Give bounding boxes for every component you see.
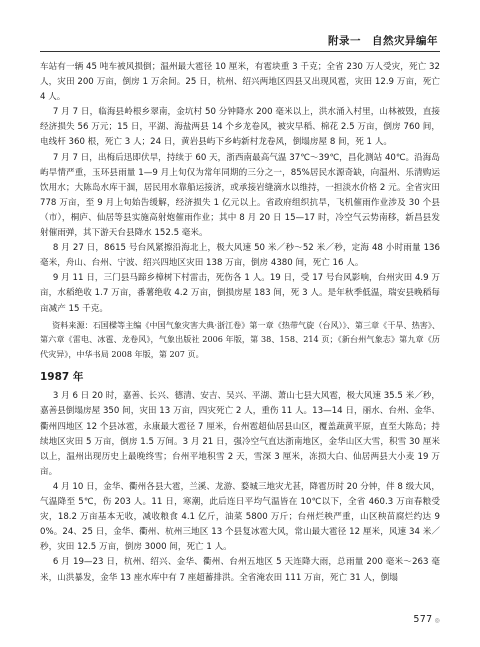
running-header [0, 0, 480, 50]
header-rule [40, 51, 440, 52]
paragraph: 6 月 19—23 日，杭州、绍兴、金华、衢州、台州五地区 5 天连降大雨，总雨量 200 毫米～263 毫米，山洪暴发，金华 13 座水库中有 7 座超蓄排洪。全省淹农田 111 万亩，死亡 31 人，倒塌 [40, 557, 440, 583]
source-note: 资料来源：石国樑等主编《中国气象灾害大典·浙江卷》第一章《热带气旋（台风）》、第三章《干旱、热害》、第六章《雷电、冰雹、龙卷风》，气象出版社 2006 年版，第 38、158、214 页；《新台州气象志》第九章《历代灾异》，中华书局 2008 年版，第 207 页。 [40, 319, 440, 359]
paragraph: 车站有一辆 45 吨车被风损倒；温州最大雹径 10 厘米，有雹块重 3 千克；全省 230 万人受灾，死亡 32 人，灾田 200 万亩，倒房 1 万余间。25 日，杭州、绍兴两地区四县又出现风雹，灾田 12.9 万亩，死亡 4 人。 [40, 62, 440, 103]
running-header-title: 附录一 自然灾异编年 [328, 35, 438, 47]
paragraph: 4 月 10 日，金华、衢州各县大雹，兰溪、龙游、婺城三地灾尤甚，降雹历时 20 分钟，伴 8 级大风，气温降至 5℃，伤 203 人。11 日，寒潮，此后连日平均气温皆在 10℃以下，全省 460.3 万亩春粮受灾，18.2 万亩基本无收，减收粮食 4.1 亿斤，油菜 5800 万斤；台州烂秧严重，山区秧苗腐烂约达 90%。24、25 日，金华、衢州、杭州三地区 13 个县复冰雹大风，常山最大雹径 12 厘米，风速 34 米／秒，灾田 12.5 万亩，倒房 3000 间，死亡 1 人。 [40, 481, 440, 553]
paragraph: 9 月 11 日，三门县马蹄乡樟树下村雷击，死伤各 1 人。19 日，受 17 号台风影响，台州灾田 4.9 万亩，水稻绝收 1.7 万亩，番薯绝收 4.2 万亩，倒损房屋 183 间，死 3 人。是年秋季低温，瑞安县晚稻每亩减产 15 千克。 [40, 273, 440, 314]
page-body [40, 60, 440, 586]
paragraph: 8 月 27 日，8615 号台风紧擦沿海北上，极大风速 50 米／秒～52 米／秒，定海 48 小时雨量 136 毫米，舟山、台州、宁波、绍兴四地区灾田 138 万亩，倒房 4380 间，死亡 16 人。 [40, 243, 440, 269]
page-number-value: 577 [413, 614, 433, 625]
page-number [413, 614, 440, 625]
paragraph: 7 月 7 日，出梅后迅即伏旱，持续于 60 天，浙西南最高气温 37℃～39℃，昌化测站 40℃。沿海岛屿旱情严重，玉环县雨量 1—9 月上旬仅为常年同期的三分之一，85%居民水源奇缺，向温州、乐清购运饮用水；大陈岛水库干涸，居民用水靠船运接济，或承接岩缝滴水以维持，一担淡水价格 2 元。全省灾田 778 万亩，至 9 月上旬始告缓解，经济损失 1 亿元以上。省政府组织抗旱，飞机催雨作业涉及 30 个县（市），桐庐、仙居等县实施高射炮催雨作业；其中 8 月 20 日 15—17 时，冷空气云势南移，新昌县发射催雨弹，其下游天台县降水 152.5 毫米。 [40, 152, 440, 239]
year-heading: 1987 年 [40, 371, 84, 384]
paragraph: 7 月 7 日，临海县岭根乡翠南，金坑村 50 分钟降水 200 毫米以上，洪水涌入村里，山林被毁，直接经济损失 56 万元；15 日，平湖、海盐两县 14 个乡龙卷风，被灾早稻、棉花 2.5 万亩，倒房 760 间，电线杆 360 根，死亡 3 人；24 日，黄岩县屿下乡屿新村龙卷风，倒塌房屋 8 间，死 1 人。 [40, 107, 440, 148]
paragraph: 3 月 6 日 20 时，嘉善、长兴、德清、安吉、吴兴、平湖、萧山七县大风雹，极大风速 35.5 米／秒，嘉善县倒塌房屋 350 间，灾田 13 万亩，四灾死亡 2 人，重伤 11 人。13—14 日，丽水、台州、金华、衢州四地区 12 个县冰雹，永康最大雹径 7 厘米，台州雹超仙居县山区，覆盖蔬黄平原，直至大陈岛；持续地区灾田 5 万亩，倒房 1.5 万间。3 月 21 日，强冷空气直达浙南地区，金华山区大雪，积雪 30 厘米以上，温州出现历史上最晚终雪；台州平地积雪 2 天，雪深 3 厘米，冻损大白、仙居两县大小麦 19 万亩。 [40, 391, 440, 477]
page-number-suffix: ◎ [434, 617, 440, 624]
